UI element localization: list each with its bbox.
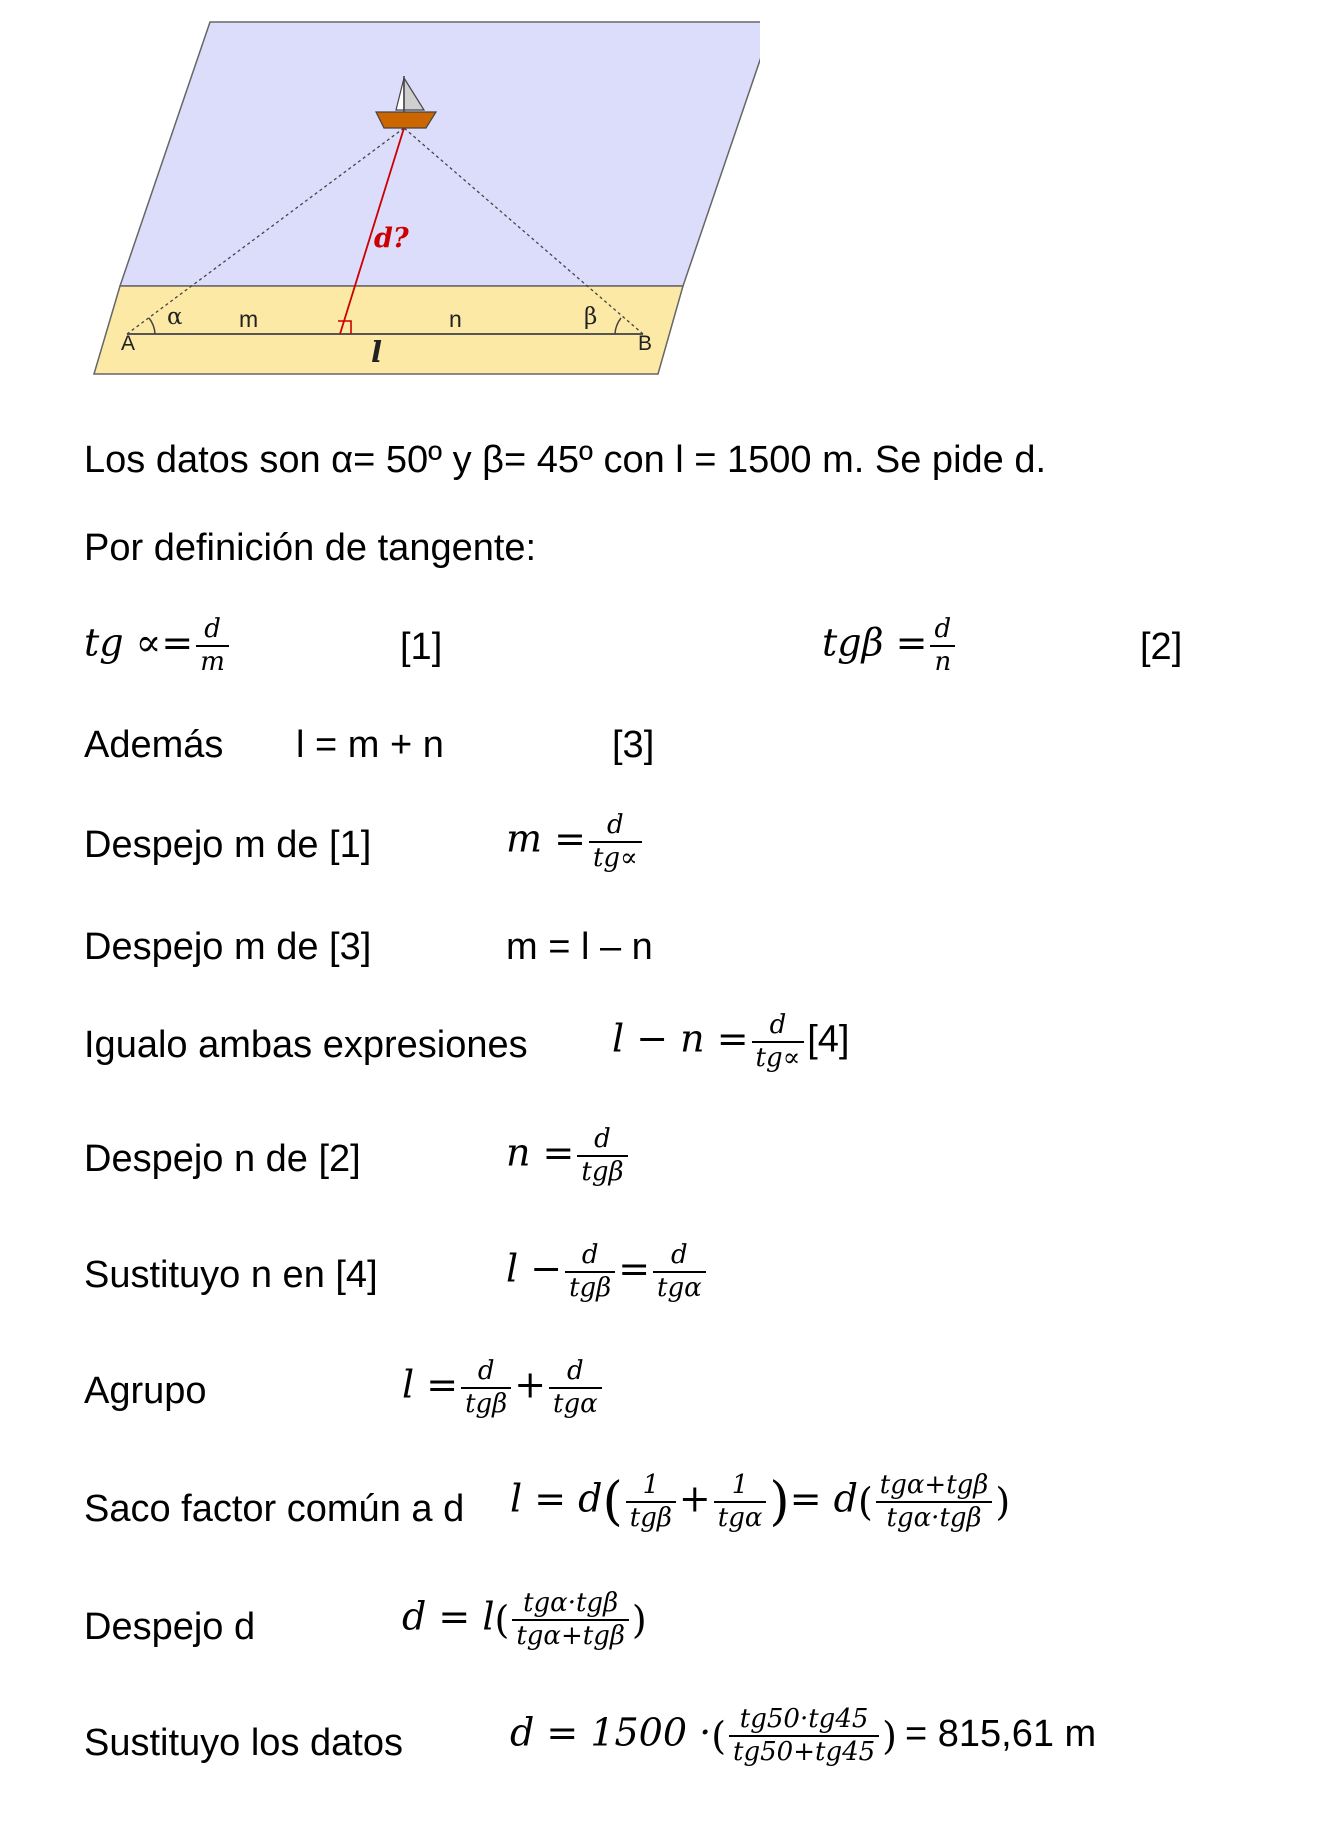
eq2-lhs: tgβ = xyxy=(822,620,928,665)
despejo-d-expr: d = l( $\frac{\text{tgα·tgβ}}{\text{tgα+tgβ}}$ ) xyxy=(402,1588,647,1652)
sustituyo-n-fraction-2: $\frac{d}{\text{tgα}}$ xyxy=(653,1240,706,1304)
eq2-ref: [2] xyxy=(1140,626,1183,668)
despejo-m1-fraction: $\frac{d}{tg\propto}$ xyxy=(589,810,642,874)
ademas-label: Además xyxy=(84,724,224,766)
sustituyo-n-fraction-1: $\frac{d}{\text{tgβ}}$ xyxy=(565,1240,615,1304)
label-point-b: B xyxy=(638,332,653,355)
label-n: n xyxy=(449,306,462,332)
sustituyo-n-expr: l − $\frac{d}{\text{tgβ}}$ = $\frac{d}{\text{tgα}}$ xyxy=(506,1240,709,1304)
agrupo-fraction-1: $\frac{d}{\text{tgβ}}$ xyxy=(461,1356,511,1420)
definicion-line: Por definición de tangente: xyxy=(84,527,537,569)
sustituyo-datos-label: Sustituyo los datos xyxy=(84,1722,403,1764)
ademas-ref: [3] xyxy=(612,724,655,766)
despejo-n2-fraction: $\frac{d}{\text{tgβ}}$ xyxy=(577,1124,627,1188)
igualo-fraction: $\frac{d}{tg\propto}$ xyxy=(752,1010,805,1074)
sustituyo-n-label: Sustituyo n en [4] xyxy=(84,1254,378,1296)
ademas-expr: l = m + n xyxy=(296,724,444,766)
despejo-m3-expr: m = l – n xyxy=(506,926,653,968)
equation-2 xyxy=(822,614,958,678)
factor-fraction-3: $\frac{\text{tgα+tgβ}}{\text{tgα·tgβ}}$ xyxy=(876,1470,993,1534)
eq2-fraction: $\frac{d}{n}$ xyxy=(930,614,955,678)
eq1-lhs: tg ∝= xyxy=(84,620,194,665)
despejo-n2-label: Despejo n de [2] xyxy=(84,1138,361,1180)
despejo-d-fraction: $\frac{\text{tgα·tgβ}}{\text{tgα+tgβ}}$ xyxy=(512,1588,629,1652)
factor-fraction-1: $\frac{1}{\text{tgβ}}$ xyxy=(626,1470,676,1534)
agrupo-label: Agrupo xyxy=(84,1370,207,1412)
despejo-d-label: Despejo d xyxy=(84,1606,256,1648)
despejo-m3-label: Despejo m de [3] xyxy=(84,926,372,968)
sea-area xyxy=(120,22,760,286)
sustituyo-datos-fraction: $\frac{tg50\cdot tg45}{tg50+tg45}$ xyxy=(729,1704,879,1768)
igualo-ref: [4] xyxy=(807,1018,850,1061)
eq1-ref: [1] xyxy=(400,626,443,668)
label-alpha: α xyxy=(167,304,183,330)
equation-1 xyxy=(84,614,232,678)
factor-label: Saco factor común a d xyxy=(84,1488,465,1530)
problem-diagram xyxy=(0,0,760,380)
despejo-m1-expr: m = $\frac{d}{tg\propto}$ xyxy=(506,810,645,874)
eq1-fraction: $\frac{d}{m}$ xyxy=(196,614,229,678)
agrupo-expr: l = $\frac{d}{\text{tgβ}}$ + $\frac{d}{\text{tgα}}$ xyxy=(402,1356,605,1420)
agrupo-fraction-2: $\frac{d}{\text{tgα}}$ xyxy=(549,1356,602,1420)
final-result: = 815,61 m xyxy=(905,1712,1097,1755)
datos-line: Los datos son α= 50º y β= 45º con l = 1500 m. Se pide d. xyxy=(84,439,1047,481)
label-l: l xyxy=(371,335,383,369)
label-beta: β xyxy=(584,304,598,330)
factor-fraction-2: $\frac{1}{\text{tgα}}$ xyxy=(714,1470,767,1534)
factor-expr: l = d( $\frac{1}{\text{tgβ}}$ + $\frac{1}{\text{tgα}}$ )= d( $\frac{\text{tgα+tgβ}}{\text{tgα·tgβ}}$ ) xyxy=(510,1470,1011,1534)
despejo-n2-expr: n = $\frac{d}{\text{tgβ}}$ xyxy=(506,1124,631,1188)
igualo-expr: l − n = $\frac{d}{tg\propto}$ [4] xyxy=(612,1010,850,1074)
label-m: m xyxy=(239,306,259,332)
label-point-a: A xyxy=(121,332,136,355)
igualo-label: Igualo ambas expresiones xyxy=(84,1024,528,1066)
sustituyo-datos-expr: d = 1500 ·( $\frac{tg50\cdot tg45}{tg50+tg45}$ ) = 815,61 m xyxy=(510,1704,1097,1768)
land-area xyxy=(94,286,683,374)
label-d-question: d? xyxy=(374,223,409,254)
despejo-m1-label: Despejo m de [1] xyxy=(84,824,372,866)
